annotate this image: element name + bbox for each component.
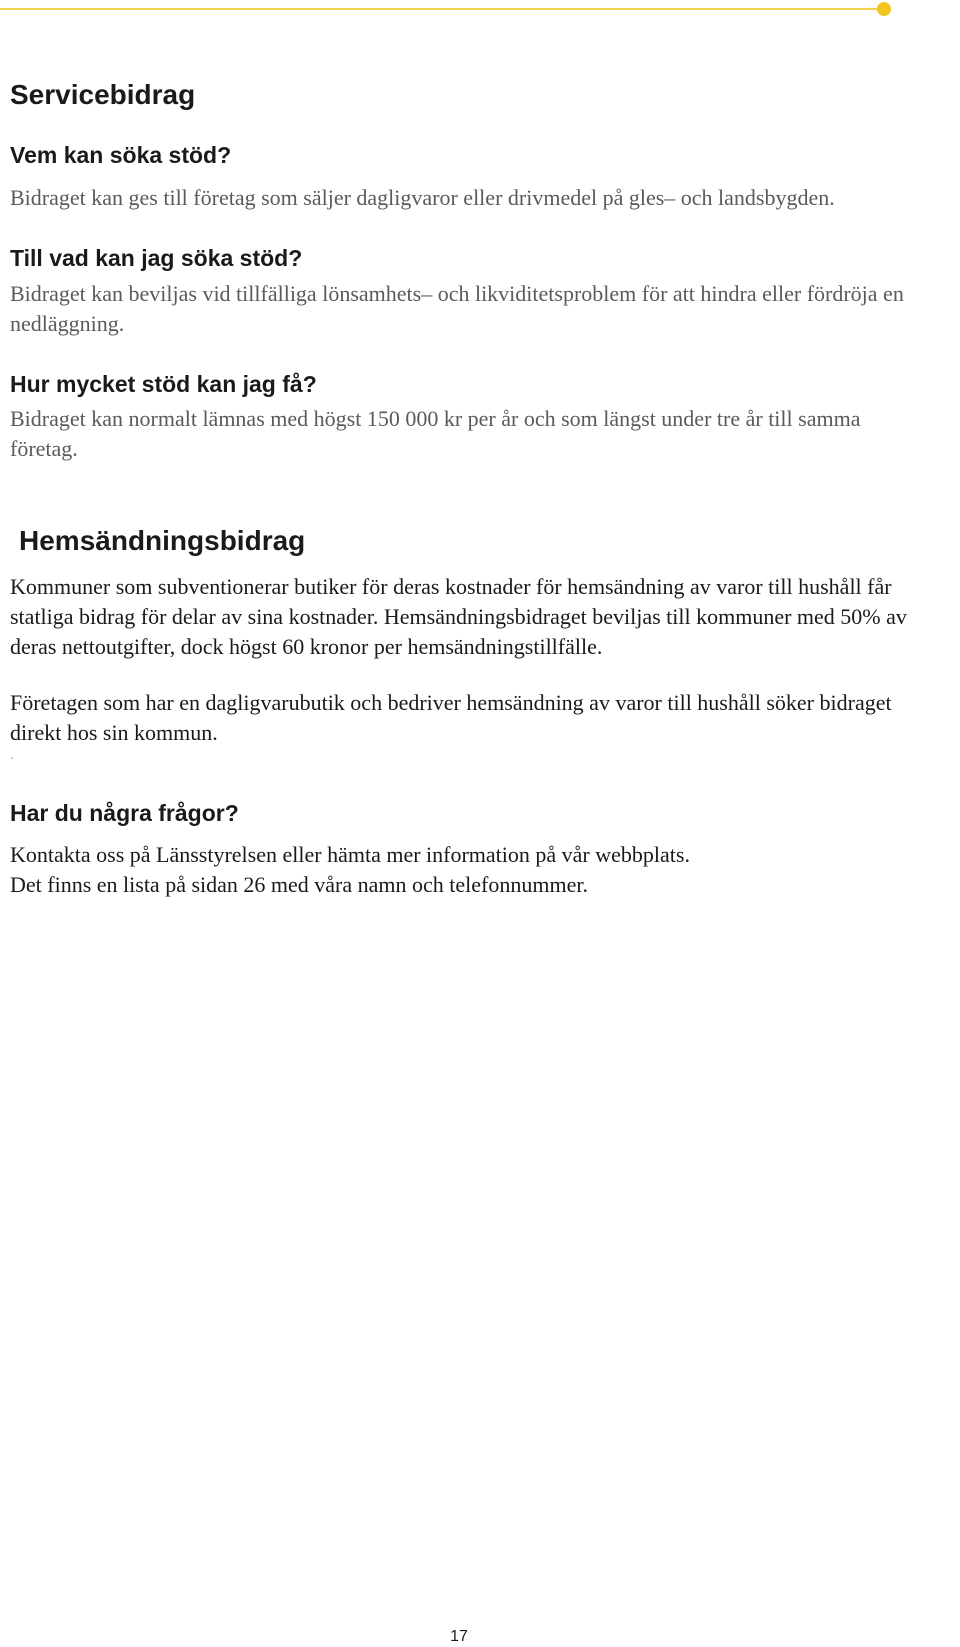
text-what-for: Bidraget kan beviljas vid tillfälliga lönsamhets– och likviditetsproblem för att hindra eller fördröja en nedläggning. xyxy=(10,280,904,336)
heading-how-much: Hur mycket stöd kan jag få? xyxy=(10,370,317,397)
page-content xyxy=(10,78,955,900)
text-home-delivery-1: Kommuner som subventionerar butiker för deras kostnader för hemsändning av varor till hushåll får statliga bidrag för delar av sina kostnader. Hemsändningsbidraget beviljas till kommuner med 50% av deras nettoutgifter, dock högst 60 kronor per hemsändningstillfälle. xyxy=(10,573,907,659)
text-questions-line-1: Kontakta oss på Länsstyrelsen eller hämta mer information på vår webbplats. xyxy=(10,841,690,867)
heading-who-can-apply: Vem kan söka stöd? xyxy=(10,141,232,168)
page-number: 17 xyxy=(450,1628,468,1645)
section-title-hemsandningsbidrag: Hemsändningsbidrag xyxy=(19,525,306,557)
text-who-can-apply: Bidraget kan ges till företag som säljer dagligvaror eller drivmedel på gles– och landsbygden. xyxy=(10,185,835,211)
header-rule-dot xyxy=(877,2,891,16)
heading-questions: Har du några frågor? xyxy=(10,799,239,826)
text-questions-line-2: Det finns en lista på sidan 26 med våra namn och telefonnummer. xyxy=(10,871,588,897)
section-title-servicebidrag: Servicebidrag xyxy=(10,79,196,110)
header-rule xyxy=(0,8,880,10)
text-home-delivery-2: Företagen som har en dagligvarubutik och bedriver hemsändning av varor till hushåll söker bidraget direkt hos sin kommun. xyxy=(10,689,892,745)
stray-mark: . xyxy=(10,747,14,763)
text-how-much: Bidraget kan normalt lämnas med högst 150 000 kr per år och som längst under tre år till samma företag. xyxy=(10,406,861,462)
heading-what-for: Till vad kan jag söka stöd? xyxy=(10,245,303,272)
